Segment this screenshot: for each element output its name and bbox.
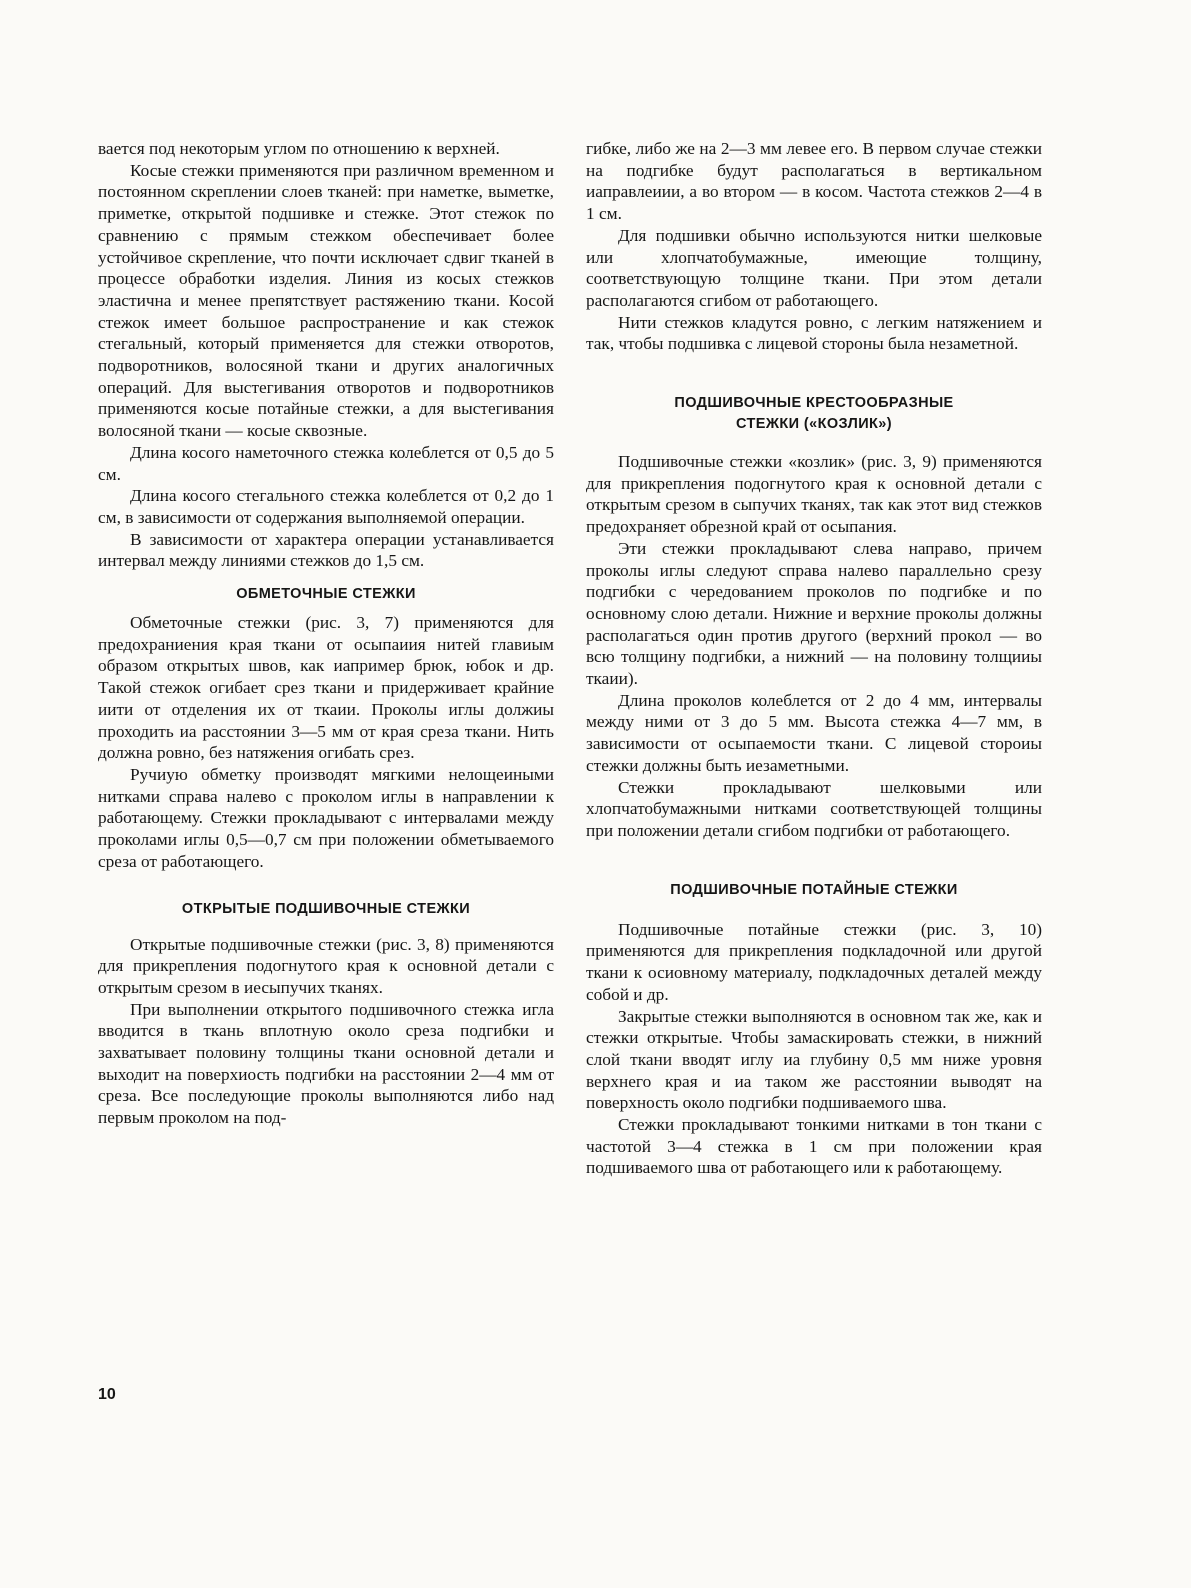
paragraph-potaynye-3: Стежки прокладывают тонкими нитками в тон ткани с частотой 3—4 стежка в 1 см при положении края подшиваемого шва от работающего или к работающему. [586,1115,1042,1178]
section-heading-kozlik-line1: ПОДШИВОЧНЫЕ КРЕСТООБРАЗНЫЕ [674,395,954,412]
paragraph-kozlik-1: Подшивочные стежки «козлик» (рис. 3, 9) применяются для прикрепления подогнутого края к основной детали с открытым срезом в сыпучих тканях, так как этот вид стежков предохраняет обрезной край от осыпания. [586,452,1042,537]
paragraph-rovno: Нити стежков кладутся ровно, с легким натяжением и так, чтобы подшивка с лицевой стороны была незаметной. [586,312,1042,354]
paragraph-kosye-stezhki: Косые стежки применяются при различном временном и постоянном скреплении слоев тканей: при наметке, выметке, приметке, открытой подшивке и стежке. Этот стежок по сравнению с прямым стежком обеспечивает более устойчивое скрепление, что почти исключает сдвиг тканей в процессе обработки изделия. Линия из косых стежков эластична и менее препятствует растяжению ткани. Косой стежок имеет большое распространение и как стежок стегальный, который применяется для стежки отворотов, подворотников, волосяной ткани и других аналогичных операций. Для выстегивания отворотов и подворотников применяются косые потайные стежки, а для выстегивания волосяной ткани — косые сквозные. [98,160,554,441]
right-column [586,138,1042,1179]
left-column [98,138,554,1129]
paragraph-obmetochnye-2: Ручиую обметку производят мягкими нелощеиными нитками справа налево с проколом иглы в направлении к работающему. Стежки прокладывают с интервалами между проколами иглы 0,5—0,7 см при положении обметываемого среза от работающего. [98,764,554,871]
paragraph-stegalny-length: Длина косого стегального стежка колеблется от 0,2 до 1 см, в зависимости от содержания выполняемой операции. [98,486,554,527]
section-heading-potaynye: ПОДШИВОЧНЫЕ ПОТАЙНЫЕ СТЕЖКИ [670,881,958,898]
section-heading-otkrytye: ОТКРЫТЫЕ ПОДШИВОЧНЫЕ СТЕЖКИ [181,900,471,917]
paragraph-continuation: гибке, либо же на 2—3 мм левее его. В первом случае стежки на подгибке будут располагаться в вертикальном иаправлеиии, а во втором — в косом. Частота стежков 2—4 в 1 см. [586,139,1042,224]
paragraph-potaynye-1: Подшивочные потайные стежки (рис. 3, 10) применяются для прикрепления подкладочной или другой ткани к осиовному материалу, подкладочных деталей между собой и др. [586,919,1042,1004]
paragraph-nametochny-length: Длина косого наметочного стежка колеблется от 0,5 до 5 см. [98,442,554,484]
section-heading-obmetochnye: ОБМЕТОЧНЫЕ СТЕЖКИ [236,586,416,603]
paragraph-kozlik-4: Стежки прокладывают шелковыми или хлопчатобумажными нитками соответствующей толщины при положении детали сгибом подгибки от работающего. [586,777,1042,840]
paragraph-otkrytye-1: Открытые подшивочные стежки (рис. 3, 8) применяются для прикрепления подогнутого края к основной детали с открытым срезом в иесыпучих тканях. [98,934,554,997]
paragraph-potaynye-2: Закрытые стежки выполняются в основном так же, как и стежки открытые. Чтобы замаскировать стежки, в нижний слой ткани вводят иглу иа глубину 0,5 мм ниже уровня верхнего края и иа таком же расстоянии выводят на поверхность около подгибки подшиваемого шва. [586,1006,1042,1113]
section-heading-kozlik-line2: СТЕЖКИ («КОЗЛИК») [736,416,892,433]
paragraph-nitki: Для подшивки обычно используются нитки шелковые или хлопчатобумажные, имеющие толщину, соответствующую толщине ткани. При этом детали располагаются сгибом от работающего. [586,225,1042,310]
paragraph-obmetochnye-1: Обметочные стежки (рис. 3, 7) применяются для предохраниения края ткани от осыпаиия нитей главиым образом открытых швов, как иапример брюк, юбок и др. Такой стежок огибает срез ткани и придерживает крайние иити от отделения их от ткаии. Проколы иглы должиы проходить иа расстоянии 3—5 мм от края среза ткани. Нить должна ровно, без натяжения огибать срез. [98,613,554,763]
paragraph-continuation: вается под некоторым углом по отношению к верхней. [98,139,500,158]
page-number: 10 [98,1386,116,1403]
paragraph-otkrytye-2: При выполнении открытого подшивочного стежка игла вводится в ткань вплотную около среза подгибки и захватывает половину толщины ткани основной детали и выходит на поверхиость подгибки на расстоянии 2—4 мм от среза. Все последующие проколы выполняются либо над первым проколом на под- [98,999,554,1128]
paragraph-kozlik-3: Длина проколов колеблется от 2 до 4 мм, интервалы между ними от 3 до 5 мм. Высота стежка 4—7 мм, в зависимости от осыпаемости ткани. С лицевой стороиы стежки должны быть иезаметными. [586,690,1042,775]
paragraph-interval: В зависимости от характера операции устанавливается интервал между линиями стежков до 1,5 см. [98,529,554,571]
paragraph-kozlik-2: Эти стежки прокладывают слева направо, причем проколы иглы следуют справа налево параллельно срезу подгибки с чередованием проколов по подгибке и по основному слою детали. Нижние и верхние проколы должны располагаться один против другого (верхний прокол — во всю толщину подгибки, а нижний — на половину толщииы ткаии). [586,538,1042,689]
